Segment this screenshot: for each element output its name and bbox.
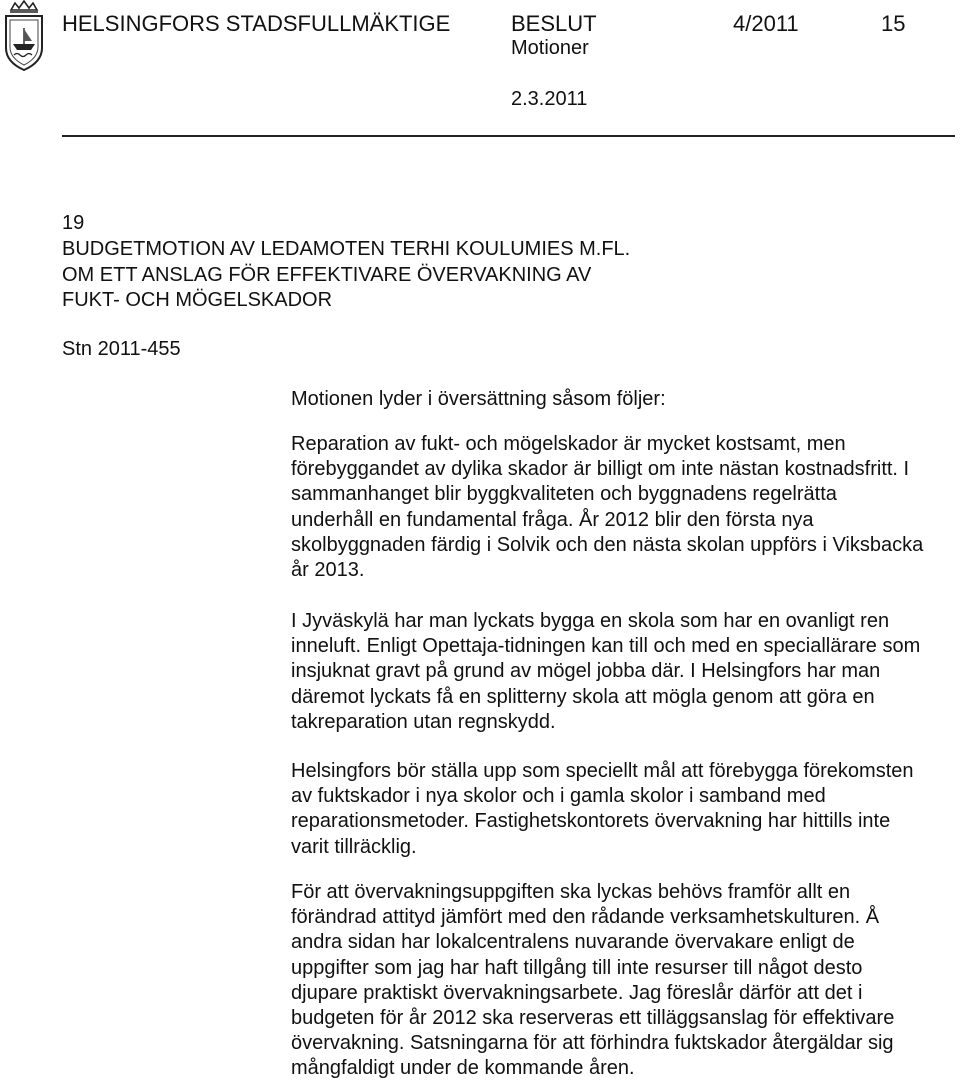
header-divider (62, 135, 955, 137)
title-line: BUDGETMOTION AV LEDAMOTEN TERHI KOULUMIES M.FL. (62, 238, 631, 260)
body-paragraph (291, 759, 955, 860)
paragraph-line: sammanhanget blir byggkvaliteten och byggnadens regelrätta (291, 483, 837, 506)
helsinki-crest-icon (2, 0, 46, 72)
paragraph-line: övervakning. Satsningarna för att förhindra fuktskador återgäldar sig (291, 1032, 894, 1055)
paragraph-line: insjuknat gravt på grund av mögel jobba där. I Helsingfors har man (291, 660, 881, 683)
paragraph-line: I Jyväskylä har man lyckats bygga en skola som har en ovanligt ren (291, 610, 890, 632)
paragraph-line: djupare praktiskt övervakningsarbete. Jag föreslår därför att det i (291, 981, 863, 1004)
paragraph-line: av fuktskador i nya skolor och i gamla skolor i samband med (291, 785, 826, 808)
paragraph-line: För att övervakningsuppgiften ska lyckas behövs framför allt en (291, 881, 851, 903)
item-number: 19 (62, 212, 85, 234)
body-paragraph (291, 609, 955, 735)
paragraph-line: andra sidan har lokalcentralens nuvarande övervakare enligt de (291, 931, 855, 954)
title-line: FUKT- OCH MÖGELSKADOR (62, 289, 333, 311)
paragraph-line: reparationsmetoder. Fastighetskontorets övervakning har hittills inte (291, 810, 891, 833)
organization-name: HELSINGFORS STADSFULLMÄKTIGE (62, 11, 451, 36)
document-date: 2.3.2011 (511, 88, 588, 110)
paragraph-line: däremot lyckats få en splitterny skola att mögla genom att göra en (291, 685, 875, 708)
body-paragraph (291, 880, 955, 1082)
document-number: 4/2011 (733, 11, 799, 36)
document-type: BESLUT (511, 11, 597, 36)
paragraph-line: uppgifter som jag har haft tillgång till inte resurser till något desto (291, 956, 863, 979)
paragraph-line: förändrad attityd jämfört med den rådande verksamhetskulturen. Å (291, 906, 880, 929)
paragraph-line: mångfaldigt under de kommande åren. (291, 1057, 635, 1080)
page-number: 15 (881, 11, 906, 36)
paragraph-line: Helsingfors bör ställa upp som speciellt mål att förebygga förekomsten (291, 760, 914, 782)
reference-number: Stn 2011-455 (62, 338, 181, 360)
paragraph-line: budgeten för år 2012 ska reserveras ett tilläggsanslag för effektivare (291, 1007, 895, 1030)
paragraph-line: inneluft. Enligt Opettaja-tidningen kan till och med en speciallärare som (291, 635, 921, 658)
paragraph-line: skolbyggnaden färdig i Solvik och den nästa skolan uppförs i Viksbacka (291, 533, 924, 556)
paragraph-line: underhåll en fundamental fråga. År 2012 blir den första nya (291, 508, 814, 531)
paragraph-line: förebyggandet av dylika skador är billigt om inte nästan kostnadsfritt. I (291, 458, 910, 481)
intro-text: Motionen lyder i översättning såsom följer: (291, 388, 666, 410)
paragraph-line: varit tillräcklig. (291, 835, 417, 858)
paragraph-line: Reparation av fukt- och mögelskador är mycket kostsamt, men (291, 433, 846, 455)
paragraph-line: år 2013. (291, 559, 365, 582)
paragraph-line: takreparation utan regnskydd. (291, 710, 556, 733)
body-paragraph (291, 432, 955, 583)
document-category: Motioner (511, 37, 589, 59)
title-line: OM ETT ANSLAG FÖR EFFEKTIVARE ÖVERVAKNING AV (62, 264, 592, 286)
